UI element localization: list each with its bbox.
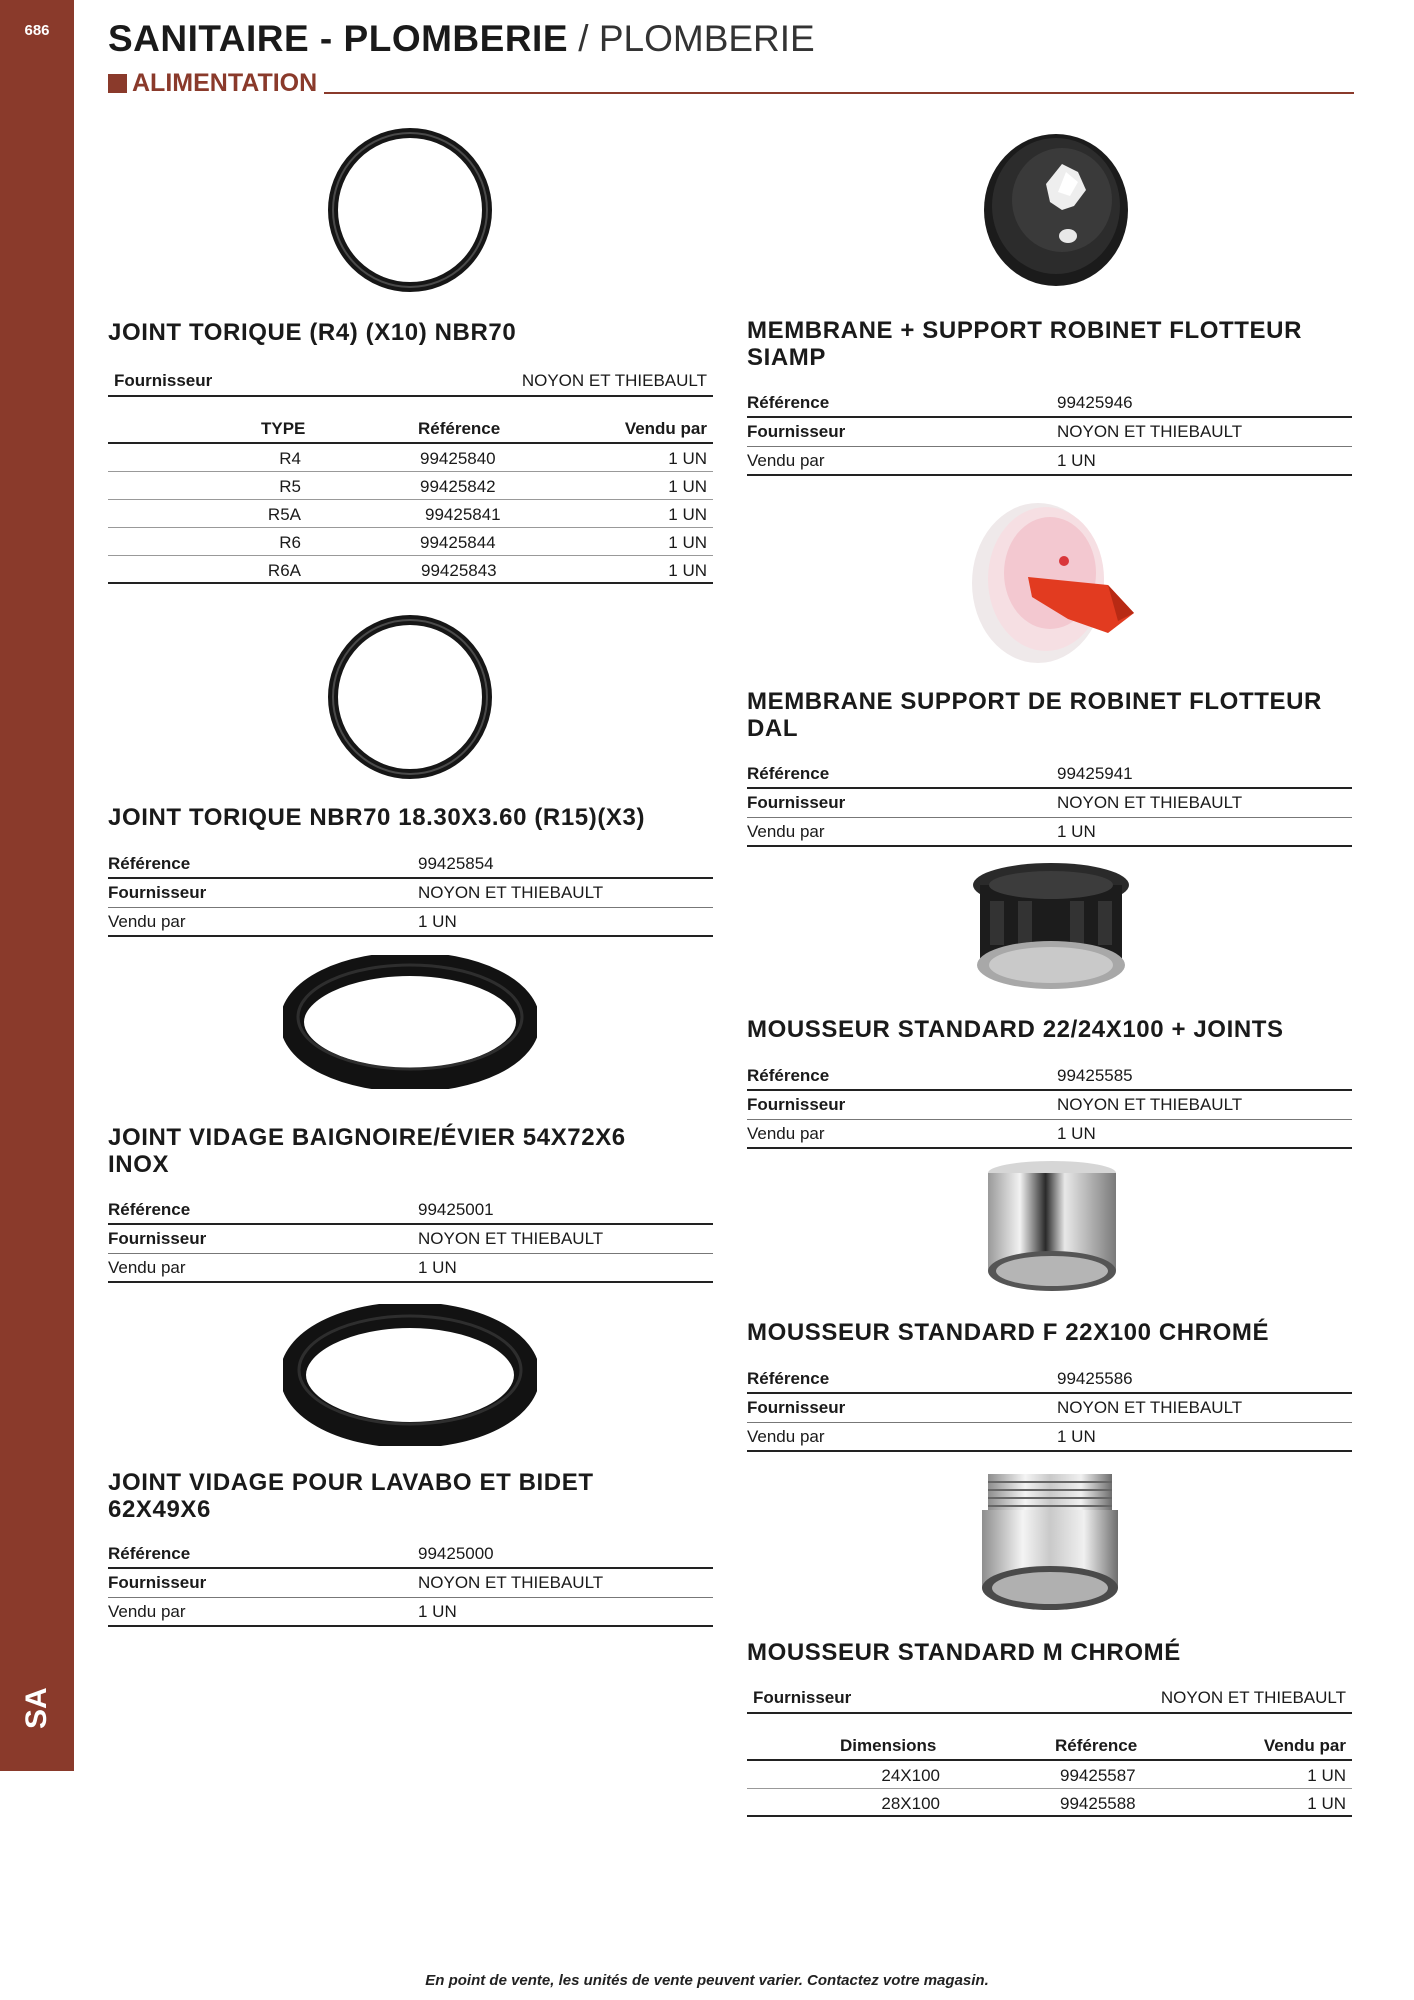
product-title: MOUSSEUR STANDARD F 22X100 CHROMÉ [747, 1319, 1270, 1346]
supplier-label: Fournisseur [108, 1573, 207, 1592]
supplier-row [108, 1569, 713, 1598]
chrome-aerator-image [978, 1159, 1126, 1297]
sold-by-label: Vendu par [108, 912, 186, 931]
supplier-label: Fournisseur [747, 1095, 846, 1114]
supplier-label: Fournisseur [753, 1688, 852, 1707]
supplier-label: Fournisseur [747, 422, 846, 441]
reference-value: 99425585 [1057, 1066, 1133, 1085]
section-square-marker [108, 74, 127, 93]
supplier-row [108, 879, 713, 908]
sold-by-row [747, 1120, 1352, 1149]
reference-value: 99425854 [418, 854, 494, 873]
column-header-type: TYPE [261, 419, 306, 438]
reference-label: Référence [747, 393, 830, 412]
supplier-row [747, 418, 1352, 447]
flat-gasket-image [283, 955, 537, 1089]
sold-by-value: 1 UN [418, 1258, 457, 1277]
reference-label: Référence [747, 1369, 830, 1388]
chrome-aerator-image [972, 1470, 1128, 1618]
page-title-main: SANITAIRE - PLOMBERIE [108, 18, 568, 59]
sold-by-cell: 1 UN [668, 533, 707, 552]
supplier-row [108, 367, 713, 397]
reference-row [108, 1540, 713, 1569]
sold-by-row [108, 1598, 713, 1627]
reference-row [747, 389, 1352, 418]
reference-label: Référence [108, 1544, 191, 1563]
sold-by-value: 1 UN [1057, 1427, 1096, 1446]
sold-by-cell: 1 UN [668, 449, 707, 468]
page-number: 686 [24, 22, 50, 39]
o-ring-image [325, 612, 495, 782]
product-title-line: INOX [108, 1151, 170, 1178]
supplier-value: NOYON ET THIEBAULT [418, 1229, 604, 1248]
product-title-line: SIAMP [747, 344, 827, 371]
sold-by-label: Vendu par [108, 1258, 186, 1277]
section-tab-label: SA [20, 1687, 53, 1729]
side-band [0, 0, 74, 1771]
column-header-dimensions: Dimensions [840, 1736, 937, 1755]
supplier-value: NOYON ET THIEBAULT [418, 883, 604, 902]
product-title: JOINT TORIQUE NBR70 18.30X3.60 (R15)(X3) [108, 804, 646, 831]
reference-cell: 99425840 [420, 449, 496, 468]
dimensions-cell: 28X100 [881, 1794, 940, 1813]
product-specs [108, 1540, 713, 1627]
type-cell: R6A [267, 561, 301, 580]
product-title: JOINT TORIQUE (R4) (X10) NBR70 [108, 319, 517, 346]
flat-gasket-image [283, 1304, 537, 1446]
supplier-row [747, 1684, 1352, 1714]
aerator-image [968, 857, 1134, 997]
product-specs [747, 389, 1352, 476]
supplier-value: NOYON ET THIEBAULT [521, 371, 707, 390]
supplier-row [747, 1091, 1352, 1120]
supplier-value: NOYON ET THIEBAULT [1057, 793, 1243, 812]
reference-cell: 99425842 [420, 477, 496, 496]
sold-by-row [747, 818, 1352, 847]
supplier-label: Fournisseur [108, 1229, 207, 1248]
reference-value: 99425586 [1057, 1369, 1133, 1388]
reference-cell: 99425587 [1060, 1766, 1136, 1785]
product-title-line: DAL [747, 715, 799, 742]
product-specs [108, 850, 713, 937]
membrane-image [970, 122, 1138, 292]
product-title [747, 317, 1302, 371]
column-header-sold-by: Vendu par [1263, 1736, 1346, 1755]
sold-by-cell: 1 UN [668, 561, 707, 580]
reference-label: Référence [747, 1066, 830, 1085]
sold-by-cell: 1 UN [1307, 1766, 1346, 1785]
column-header-reference: Référence [1055, 1736, 1138, 1755]
sold-by-value: 1 UN [1057, 1124, 1096, 1143]
supplier-row [108, 1225, 713, 1254]
sold-by-row [747, 447, 1352, 476]
product-table [108, 367, 713, 584]
sold-by-value: 1 UN [1057, 451, 1096, 470]
product-specs [747, 760, 1352, 847]
supplier-row [747, 1394, 1352, 1423]
product-specs [108, 1196, 713, 1283]
o-ring-image [325, 125, 495, 295]
product-title-line: MEMBRANE SUPPORT DE ROBINET FLOTTEUR [747, 688, 1322, 715]
sold-by-cell: 1 UN [668, 477, 707, 496]
reference-value: 99425000 [418, 1544, 494, 1563]
section-heading [108, 70, 1354, 96]
reference-cell: 99425844 [420, 533, 496, 552]
column-header-sold-by: Vendu par [624, 419, 707, 438]
reference-row [747, 760, 1352, 789]
supplier-row [747, 789, 1352, 818]
supplier-value: NOYON ET THIEBAULT [1057, 1398, 1243, 1417]
supplier-value: NOYON ET THIEBAULT [418, 1573, 604, 1592]
page-title-sub: / PLOMBERIE [568, 18, 815, 59]
section-label: ALIMENTATION [132, 69, 318, 97]
type-cell: R6 [279, 533, 301, 552]
sold-by-label: Vendu par [747, 1124, 825, 1143]
table-row [108, 528, 713, 556]
reference-value: 99425946 [1057, 393, 1133, 412]
reference-value: 99425941 [1057, 764, 1133, 783]
product-title-line: 62X49X6 [108, 1496, 211, 1523]
table-row [108, 472, 713, 500]
dimensions-cell: 24X100 [881, 1766, 940, 1785]
product-specs [747, 1365, 1352, 1452]
supplier-value: NOYON ET THIEBAULT [1160, 1688, 1346, 1707]
sold-by-value: 1 UN [418, 1602, 457, 1621]
sold-by-row [108, 908, 713, 937]
table-row [747, 1789, 1352, 1817]
reference-row [747, 1062, 1352, 1091]
supplier-value: NOYON ET THIEBAULT [1057, 422, 1243, 441]
sold-by-row [747, 1423, 1352, 1452]
membrane-image [958, 493, 1148, 669]
product-title [108, 1469, 594, 1523]
section-rule [324, 92, 1354, 94]
type-cell: R5 [279, 477, 301, 496]
reference-label: Référence [108, 1200, 191, 1219]
product-title: MOUSSEUR STANDARD 22/24X100 + JOINTS [747, 1016, 1284, 1043]
product-title [108, 1124, 626, 1178]
type-cell: R4 [279, 449, 301, 468]
table-header [747, 1714, 1352, 1761]
supplier-label: Fournisseur [108, 883, 207, 902]
product-specs [747, 1062, 1352, 1149]
type-cell: R5A [267, 505, 301, 524]
reference-cell: 99425588 [1060, 1794, 1136, 1813]
sold-by-label: Vendu par [747, 451, 825, 470]
product-table [747, 1684, 1352, 1817]
footer-note: En point de vente, les unités de vente peuvent varier. Contactez votre magasin. [425, 1972, 989, 1989]
product-title-line: JOINT VIDAGE POUR LAVABO ET BIDET [108, 1469, 594, 1496]
table-header [108, 397, 713, 444]
supplier-label: Fournisseur [747, 1398, 846, 1417]
product-title [747, 688, 1322, 742]
reference-row [108, 850, 713, 879]
reference-cell: 99425841 [425, 505, 501, 524]
table-row [108, 556, 713, 584]
sold-by-label: Vendu par [747, 822, 825, 841]
product-title: MOUSSEUR STANDARD M CHROMÉ [747, 1639, 1181, 1666]
sold-by-cell: 1 UN [1307, 1794, 1346, 1813]
table-row [747, 1761, 1352, 1789]
sold-by-cell: 1 UN [668, 505, 707, 524]
supplier-label: Fournisseur [747, 793, 846, 812]
sold-by-row [108, 1254, 713, 1283]
sold-by-label: Vendu par [108, 1602, 186, 1621]
table-row [108, 444, 713, 472]
reference-label: Référence [747, 764, 830, 783]
page-title [108, 18, 815, 60]
table-row [108, 500, 713, 528]
sold-by-label: Vendu par [747, 1427, 825, 1446]
reference-value: 99425001 [418, 1200, 494, 1219]
sold-by-value: 1 UN [1057, 822, 1096, 841]
reference-row [747, 1365, 1352, 1394]
sold-by-value: 1 UN [418, 912, 457, 931]
supplier-label: Fournisseur [114, 371, 213, 390]
reference-cell: 99425843 [421, 561, 497, 580]
supplier-value: NOYON ET THIEBAULT [1057, 1095, 1243, 1114]
product-title-line: MEMBRANE + SUPPORT ROBINET FLOTTEUR [747, 317, 1303, 344]
reference-label: Référence [108, 854, 191, 873]
product-title-line: JOINT VIDAGE BAIGNOIRE/ÉVIER 54X72X6 [108, 1124, 626, 1151]
reference-row [108, 1196, 713, 1225]
column-header-reference: Référence [418, 419, 501, 438]
